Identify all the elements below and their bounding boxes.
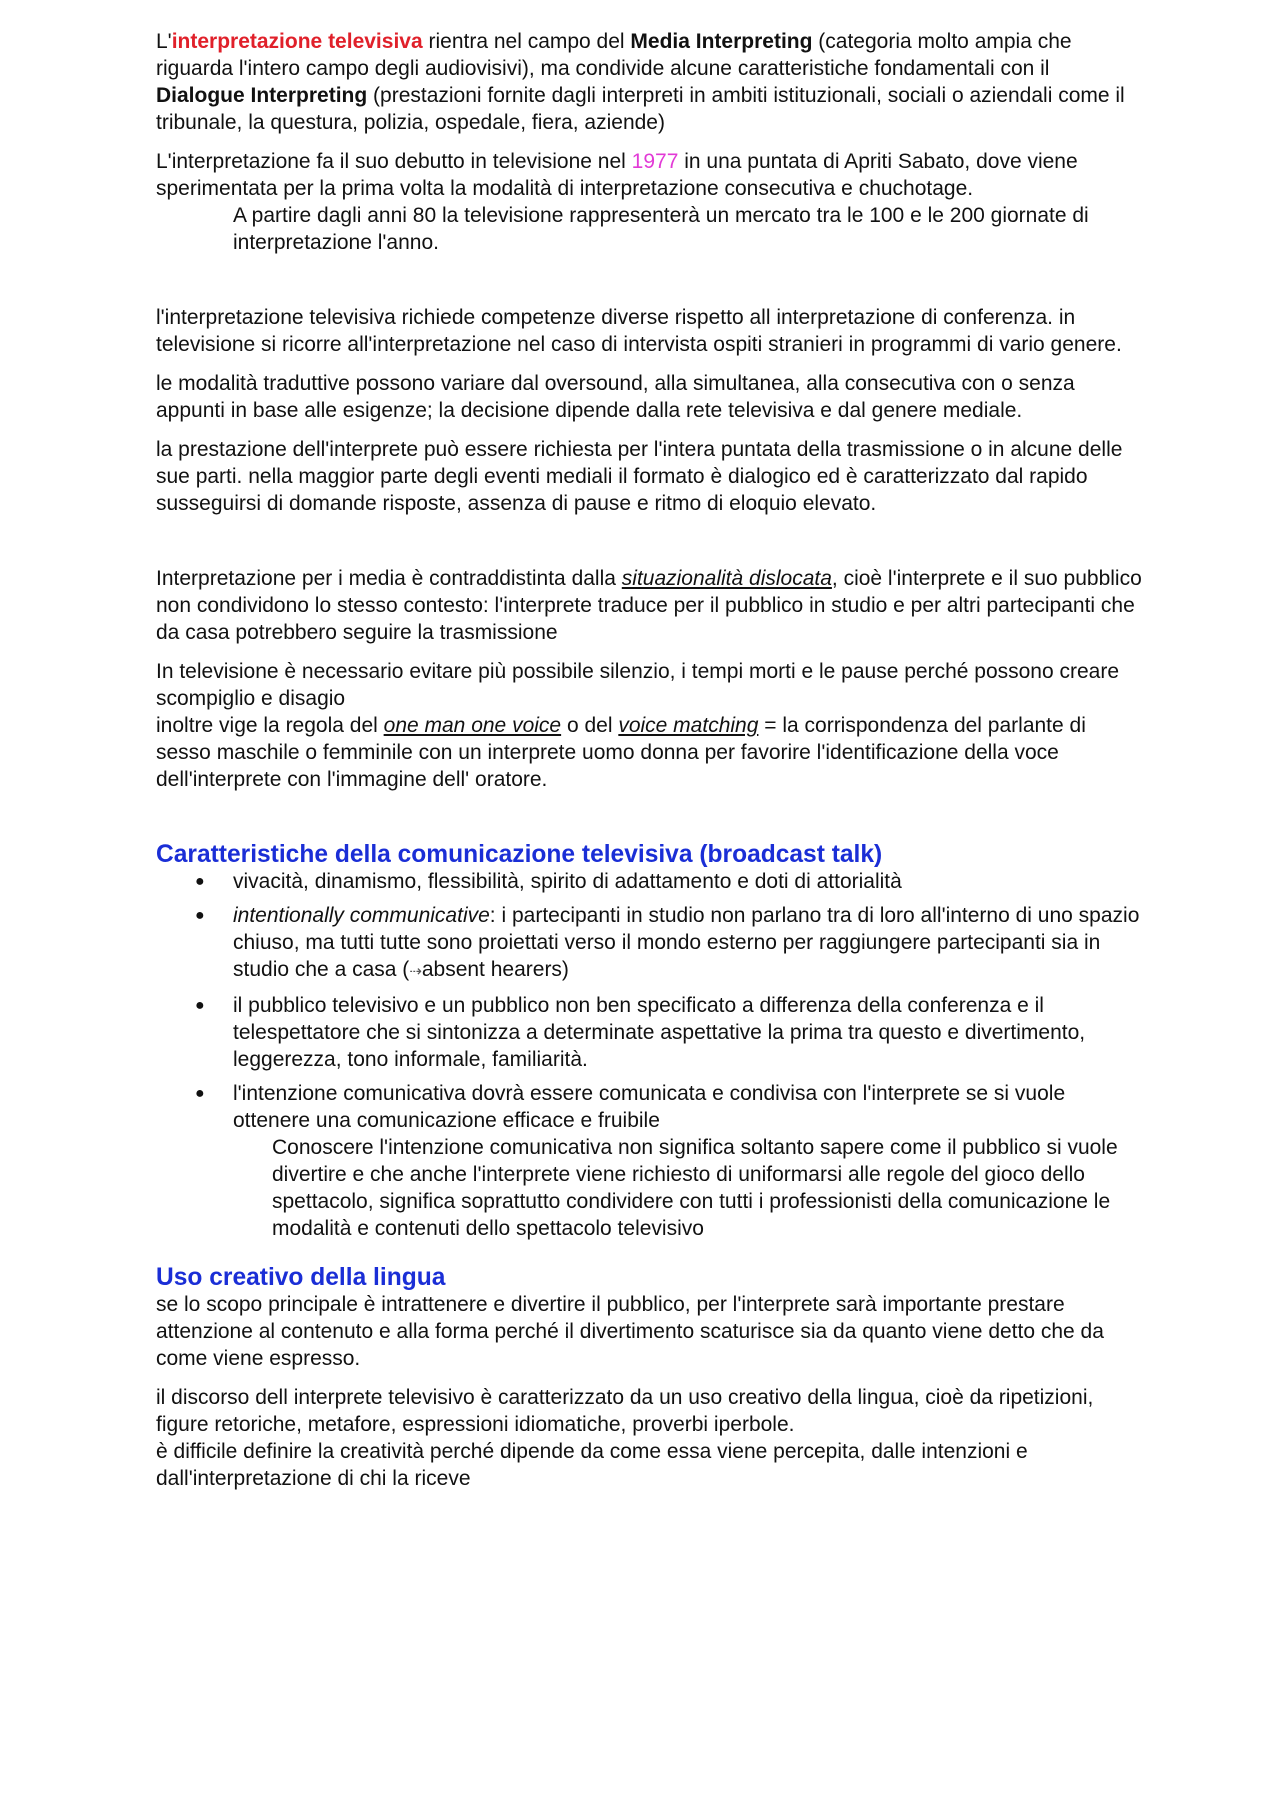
spacer [156, 1254, 1142, 1264]
term-voice-matching: voice matching [618, 714, 759, 737]
list-item: ● l'intenzione comunicativa dovrà essere comunicata e condivisa con l'interprete se si vuole ottenere una comunicazione efficace e fruibile Conoscere l'intenzione comunicativa non significa soltanto sapere come il pubblico si vuole divertire e che anche l'interprete viene richiesto di uniformarsi alle regole del gioco dello spettacolo, significa soprattutto condividere con tutti i professionisti della comunicazione le modalità e contenuti dello spettacolo televisivo [156, 1080, 1142, 1242]
paragraph-situazionalita: Interpretazione per i media è contraddistinta dalla situazionalità dislocata, cioè l'interprete e il suo pubblico non condividono lo stesso contesto: l'interprete traduce per il pubblico in studio e per altri partecipanti che da casa potrebbero seguire la trasmissione [156, 567, 1142, 644]
list-item: ● vivacità, dinamismo, flessibilità, spirito di adattamento e doti di attorialità [195, 870, 902, 893]
term-one-man-one-voice: one man one voice [383, 714, 562, 737]
paragraph-silenzio: In televisione è necessario evitare più possibile silenzio, i tempi morti e le pause perché possono creare scompiglio e disagio inoltre vige la regola del one man one voice o del voice matching = la corrispondenza del parlante di sesso maschile o femminile con un interprete uomo donna per favorire l'identificazione della voce dell'interprete con l'immagine dell' oratore. [156, 660, 1120, 791]
term-intentionally-communicative: intentionally communicative [233, 904, 490, 927]
section-heading-broadcast-talk: Caratteristiche della comunicazione televisiva (broadcast talk) [156, 841, 883, 868]
document-page [156, 28, 1142, 1504]
term-situazionalita-dislocata: situazionalità dislocata [621, 567, 832, 590]
section-heading-uso-creativo: Uso creativo della lingua [156, 1264, 446, 1291]
term-media-interpreting: Media Interpreting [630, 30, 813, 53]
paragraph-intrattenere: se lo scopo principale è intrattenere e divertire il pubblico, per l'interprete sarà importante prestare attenzione al contenuto e alla forma perché il divertimento scaturisce sia da quanto viene detto che da come viene espresso. [156, 1293, 1104, 1370]
bullet-list-broadcast-talk [156, 868, 1142, 1242]
bullet-icon: ● [195, 1085, 205, 1102]
year-highlight: 1977 [631, 150, 679, 173]
list-item: ● il pubblico televisivo e un pubblico non ben specificato a differenza della conferenza e il telespettatore che si sintonizza a determinate aspettative la prima tra questo e divertimento, leggerezza, tono informale, familiarità. [195, 994, 1086, 1071]
paragraph-market-indented: A partire dagli anni 80 la televisione rappresenterà un mercato tra le 100 e le 200 giornate di interpretazione l'anno. [233, 204, 1089, 254]
paragraph-creativita: il discorso dell interprete televisivo è caratterizzato da un uso creativo della lingua, cioè da ripetizioni, figure retoriche, metafore, espressioni idiomatiche, proverbi iperbole. è difficile definire la creatività perché dipende da come essa viene percepita, dalle intenzioni e dall'interpretazione di chi la riceve [156, 1386, 1094, 1490]
term-dialogue-interpreting: Dialogue Interpreting [156, 84, 368, 107]
spacer [156, 529, 1142, 565]
spacer [156, 268, 1142, 304]
paragraph-competenze: l'interpretazione televisiva richiede competenze diverse rispetto all interpretazione di conferenza. in televisione si ricorre all'interpretazione nel caso di intervista ospiti stranieri in programmi di vario genere. [156, 306, 1122, 356]
arrow-icon: ⇢ [409, 963, 422, 980]
paragraph-prestazione: la prestazione dell'interprete può essere richiesta per l'intera puntata della trasmissione o in alcune delle sue parti. nella maggior parte degli eventi mediali il formato è dialogico ed è caratterizzato dal rapido susseguirsi di domande risposte, assenza di pause e ritmo di eloquio elevato. [156, 438, 1123, 515]
bullet-icon: ● [195, 873, 205, 890]
paragraph-debut: L'interpretazione fa il suo debutto in televisione nel 1977 in una puntata di Apriti Sabato, dove viene sperimentata per la prima volta la modalità di interpretazione consecutiva e chuchotage. [156, 150, 1078, 200]
bullet-icon: ● [195, 907, 205, 924]
paragraph-modalita: le modalità traduttive possono variare dal oversound, alla simultanea, alla consecutiva con o senza appunti in base alle esigenze; la decisione dipende dalla rete televisiva e dal genere mediale. [156, 372, 1075, 422]
list-item-subtext: Conoscere l'intenzione comunicativa non significa soltanto sapere come il pubblico si vuole divertire e che anche l'interprete viene richiesto di uniformarsi alle regole del gioco dello spettacolo, significa soprattutto condividere con tutti i professionisti della comunicazione le modalità e contenuti dello spettacolo televisivo [272, 1136, 1118, 1240]
list-item: ● intentionally communicative: i partecipanti in studio non parlano tra di loro all'interno di uno spazio chiuso, ma tutti tutte sono proiettati verso il mondo esterno per raggiungere partecipanti sia in studio che a casa (⇢absent hearers) [195, 904, 1140, 981]
spacer [156, 805, 1142, 841]
paragraph-intro: L'interpretazione televisiva rientra nel campo del Media Interpreting (categoria molto ampia che riguarda l'intero campo degli audiovisivi), ma condivide alcune caratteristiche fondamentali con il Dialogue Interpreting (prestazioni fornite dagli interpreti in ambiti istituzionali, sociali o aziendali come il tribunale, la questura, polizia, ospedale, fiera, aziende) [156, 30, 1125, 134]
bullet-icon: ● [195, 997, 205, 1014]
term-interpretazione-televisiva: interpretazione televisiva [171, 30, 423, 53]
